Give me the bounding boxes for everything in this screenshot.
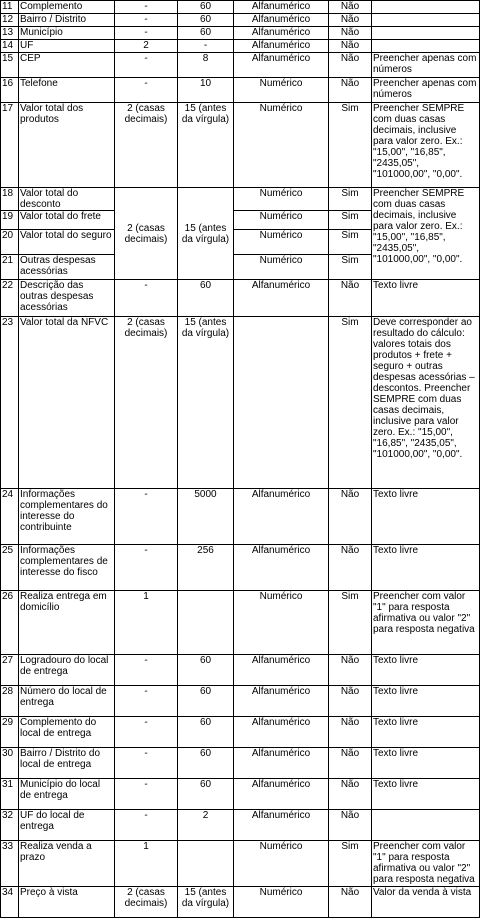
field-number-cell: 15 xyxy=(1,53,19,78)
table-row xyxy=(1,717,480,748)
field-size-cell: 2 xyxy=(178,810,234,841)
field-required-cell: Não xyxy=(329,78,372,103)
field-notes-cell: Texto livre xyxy=(372,748,480,779)
field-notes-cell: Texto livre xyxy=(372,489,480,545)
table-row xyxy=(1,779,480,810)
field-notes-cell: Texto livre xyxy=(372,686,480,717)
field-required-cell: Não xyxy=(329,489,372,545)
field-decimals-cell: 1 xyxy=(115,591,178,655)
field-name-cell: Valor total do frete xyxy=(19,211,115,230)
field-name-cell: UF xyxy=(19,40,115,53)
field-name-cell: Outras despesas acessórias xyxy=(19,255,115,280)
field-decimals-cell: - xyxy=(115,545,178,591)
field-type-cell: Numérico xyxy=(234,591,329,655)
field-size-cell: 8 xyxy=(178,53,234,78)
table-row xyxy=(1,1,480,14)
field-number-cell: 29 xyxy=(1,717,19,748)
field-number-cell: 11 xyxy=(1,1,19,14)
field-type-cell: Numérico xyxy=(234,255,329,280)
field-notes-cell: Texto livre xyxy=(372,280,480,317)
field-number-cell: 13 xyxy=(1,27,19,40)
field-name-cell: Município do local de entrega xyxy=(19,779,115,810)
field-notes-cell: Texto livre xyxy=(372,779,480,810)
field-name-cell: Bairro / Distrito xyxy=(19,14,115,27)
field-required-cell: Não xyxy=(329,545,372,591)
field-decimals-cell: - xyxy=(115,686,178,717)
table-row xyxy=(1,188,480,211)
field-type-cell: Numérico xyxy=(234,188,329,211)
field-type-cell: Alfanumérico xyxy=(234,1,329,14)
field-size-cell: 60 xyxy=(178,748,234,779)
field-type-cell: Numérico xyxy=(234,78,329,103)
field-decimals-cell: - xyxy=(115,1,178,14)
field-size-cell: 15 (antes da vírgula) xyxy=(178,103,234,188)
field-required-cell: Não xyxy=(329,14,372,27)
table-row xyxy=(1,748,480,779)
table-row xyxy=(1,810,480,841)
field-size-cell: 60 xyxy=(178,655,234,686)
table-row xyxy=(1,686,480,717)
field-size-cell: 60 xyxy=(178,686,234,717)
field-number-cell: 17 xyxy=(1,103,19,188)
field-notes-cell: Texto livre xyxy=(372,655,480,686)
field-name-cell: Valor total da NFVC xyxy=(19,317,115,489)
field-size-cell xyxy=(178,591,234,655)
field-notes-cell: Preencher SEMPRE com duas casas decimais, inclusive para valor zero. Ex.: "15,00", "16,85", "2435,05", "101000,00", "0,00". xyxy=(372,103,480,188)
field-decimals-cell: - xyxy=(115,489,178,545)
field-size-cell: 60 xyxy=(178,14,234,27)
field-size-cell: 10 xyxy=(178,78,234,103)
field-size-cell: - xyxy=(178,40,234,53)
field-type-cell: Alfanumérico xyxy=(234,14,329,27)
field-name-cell: Preço à vista xyxy=(19,887,115,918)
field-notes-cell xyxy=(372,810,480,841)
field-type-cell xyxy=(234,317,329,489)
field-required-cell: Não xyxy=(329,280,372,317)
field-required-cell: Sim xyxy=(329,230,372,255)
field-required-cell: Sim xyxy=(329,591,372,655)
field-name-cell: Complemento do local de entrega xyxy=(19,717,115,748)
field-type-cell: Alfanumérico xyxy=(234,810,329,841)
field-name-cell: Valor total do desconto xyxy=(19,188,115,211)
field-name-cell: Realiza entrega em domicílio xyxy=(19,591,115,655)
field-type-cell: Numérico xyxy=(234,211,329,230)
field-name-cell: Valor total do seguro xyxy=(19,230,115,255)
field-name-cell: Realiza venda a prazo xyxy=(19,841,115,887)
field-type-cell: Alfanumérico xyxy=(234,779,329,810)
table-row xyxy=(1,887,480,918)
field-required-cell: Sim xyxy=(329,841,372,887)
field-decimals-cell: - xyxy=(115,78,178,103)
field-name-cell: Telefone xyxy=(19,78,115,103)
field-notes-cell: Preencher SEMPRE com duas casas decimais, inclusive para valor zero. Ex.: "15,00", "16,85", "2435,05", "101000,00", "0,00". xyxy=(372,188,480,280)
field-notes-cell xyxy=(372,14,480,27)
field-required-cell: Sim xyxy=(329,211,372,230)
field-name-cell: CEP xyxy=(19,53,115,78)
field-name-cell: Informações complementares de interesse do fisco xyxy=(19,545,115,591)
table-row xyxy=(1,317,480,489)
field-notes-cell: Preencher com valor "1" para resposta afirmativa ou valor "2" para resposta negativa xyxy=(372,591,480,655)
field-name-cell: UF do local de entrega xyxy=(19,810,115,841)
field-notes-cell: Preencher com valor "1" para resposta afirmativa ou valor "2" para resposta negativa xyxy=(372,841,480,887)
field-required-cell: Não xyxy=(329,655,372,686)
table-row xyxy=(1,40,480,53)
field-size-cell: 5000 xyxy=(178,489,234,545)
field-number-cell: 20 xyxy=(1,230,19,255)
table-row xyxy=(1,14,480,27)
field-type-cell: Alfanumérico xyxy=(234,748,329,779)
field-decimals-cell: 2 (casas decimais) xyxy=(115,317,178,489)
field-number-cell: 22 xyxy=(1,280,19,317)
field-number-cell: 24 xyxy=(1,489,19,545)
field-number-cell: 33 xyxy=(1,841,19,887)
field-size-cell: 60 xyxy=(178,717,234,748)
field-decimals-cell: - xyxy=(115,810,178,841)
field-notes-cell xyxy=(372,1,480,14)
table-row xyxy=(1,655,480,686)
table-row xyxy=(1,27,480,40)
field-size-cell: 60 xyxy=(178,1,234,14)
field-type-cell: Alfanumérico xyxy=(234,686,329,717)
field-name-cell: Logradouro do local de entrega xyxy=(19,655,115,686)
field-notes-cell: Texto livre xyxy=(372,545,480,591)
field-number-cell: 16 xyxy=(1,78,19,103)
field-number-cell: 30 xyxy=(1,748,19,779)
table-row xyxy=(1,591,480,655)
field-size-cell: 60 xyxy=(178,280,234,317)
field-decimals-cell: - xyxy=(115,655,178,686)
field-name-cell: Informações complementares do interesse do contribuinte xyxy=(19,489,115,545)
field-number-cell: 19 xyxy=(1,211,19,230)
field-name-cell: Valor total dos produtos xyxy=(19,103,115,188)
field-name-cell: Município xyxy=(19,27,115,40)
field-type-cell: Numérico xyxy=(234,887,329,918)
field-decimals-cell: - xyxy=(115,14,178,27)
field-number-cell: 32 xyxy=(1,810,19,841)
field-decimals-cell: 2 (casas decimais) xyxy=(115,887,178,918)
field-required-cell: Sim xyxy=(329,317,372,489)
field-required-cell: Sim xyxy=(329,188,372,211)
field-size-cell: 256 xyxy=(178,545,234,591)
field-required-cell: Não xyxy=(329,27,372,40)
field-notes-cell: Preencher apenas com números xyxy=(372,78,480,103)
field-size-cell: 15 (antes da vírgula) xyxy=(178,188,234,280)
field-number-cell: 26 xyxy=(1,591,19,655)
field-notes-cell xyxy=(372,40,480,53)
field-number-cell: 12 xyxy=(1,14,19,27)
field-size-cell: 15 (antes da vírgula) xyxy=(178,317,234,489)
field-decimals-cell: - xyxy=(115,779,178,810)
field-number-cell: 23 xyxy=(1,317,19,489)
field-type-cell: Numérico xyxy=(234,841,329,887)
table-row xyxy=(1,53,480,78)
field-required-cell: Não xyxy=(329,810,372,841)
field-notes-cell: Preencher apenas com números xyxy=(372,53,480,78)
field-decimals-cell: - xyxy=(115,280,178,317)
field-name-cell: Descrição das outras despesas acessórias xyxy=(19,280,115,317)
field-decimals-cell: 2 (casas decimais) xyxy=(115,188,178,280)
field-notes-cell: Deve corresponder ao resultado do cálculo: valores totais dos produtos + frete + seguro + outras despesas acessórias – descontos. Preencher SEMPRE com duas casas decimais, inclusive para valor zero. Ex.: "15,00", "16,85", "2435,05", "101000,00", "0,00". xyxy=(372,317,480,489)
field-type-cell: Alfanumérico xyxy=(234,655,329,686)
field-type-cell: Alfanumérico xyxy=(234,27,329,40)
field-decimals-cell: - xyxy=(115,27,178,40)
field-type-cell: Numérico xyxy=(234,230,329,255)
field-number-cell: 14 xyxy=(1,40,19,53)
field-name-cell: Complemento xyxy=(19,1,115,14)
table-row xyxy=(1,78,480,103)
table-row xyxy=(1,841,480,887)
field-decimals-cell: - xyxy=(115,53,178,78)
field-notes-cell xyxy=(372,27,480,40)
field-required-cell: Sim xyxy=(329,103,372,188)
field-required-cell: Não xyxy=(329,686,372,717)
field-type-cell: Alfanumérico xyxy=(234,280,329,317)
table-row xyxy=(1,280,480,317)
field-number-cell: 31 xyxy=(1,779,19,810)
field-number-cell: 28 xyxy=(1,686,19,717)
field-size-cell: 15 (antes da vírgula) xyxy=(178,887,234,918)
field-name-cell: Número do local de entrega xyxy=(19,686,115,717)
field-type-cell: Numérico xyxy=(234,103,329,188)
table-row xyxy=(1,545,480,591)
table-row xyxy=(1,103,480,188)
field-name-cell: Bairro / Distrito do local de entrega xyxy=(19,748,115,779)
field-number-cell: 25 xyxy=(1,545,19,591)
field-type-cell: Alfanumérico xyxy=(234,53,329,78)
field-type-cell: Alfanumérico xyxy=(234,545,329,591)
field-decimals-cell: 2 xyxy=(115,40,178,53)
field-required-cell: Não xyxy=(329,40,372,53)
field-size-cell: 60 xyxy=(178,27,234,40)
table-row xyxy=(1,489,480,545)
field-required-cell: Não xyxy=(329,887,372,918)
field-decimals-cell: - xyxy=(115,748,178,779)
field-type-cell: Alfanumérico xyxy=(234,489,329,545)
field-notes-cell: Texto livre xyxy=(372,717,480,748)
field-required-cell: Sim xyxy=(329,255,372,280)
field-required-cell: Não xyxy=(329,53,372,78)
field-required-cell: Não xyxy=(329,779,372,810)
field-number-cell: 27 xyxy=(1,655,19,686)
field-number-cell: 34 xyxy=(1,887,19,918)
field-size-cell xyxy=(178,841,234,887)
field-type-cell: Alfanumérico xyxy=(234,40,329,53)
field-type-cell: Alfanumérico xyxy=(234,717,329,748)
field-decimals-cell: - xyxy=(115,717,178,748)
field-required-cell: Não xyxy=(329,1,372,14)
field-size-cell: 60 xyxy=(178,779,234,810)
field-decimals-cell: 2 (casas decimais) xyxy=(115,103,178,188)
field-number-cell: 21 xyxy=(1,255,19,280)
field-number-cell: 18 xyxy=(1,188,19,211)
field-notes-cell: Valor da venda à vista xyxy=(372,887,480,918)
field-required-cell: Não xyxy=(329,748,372,779)
field-required-cell: Não xyxy=(329,717,372,748)
field-decimals-cell: 1 xyxy=(115,841,178,887)
